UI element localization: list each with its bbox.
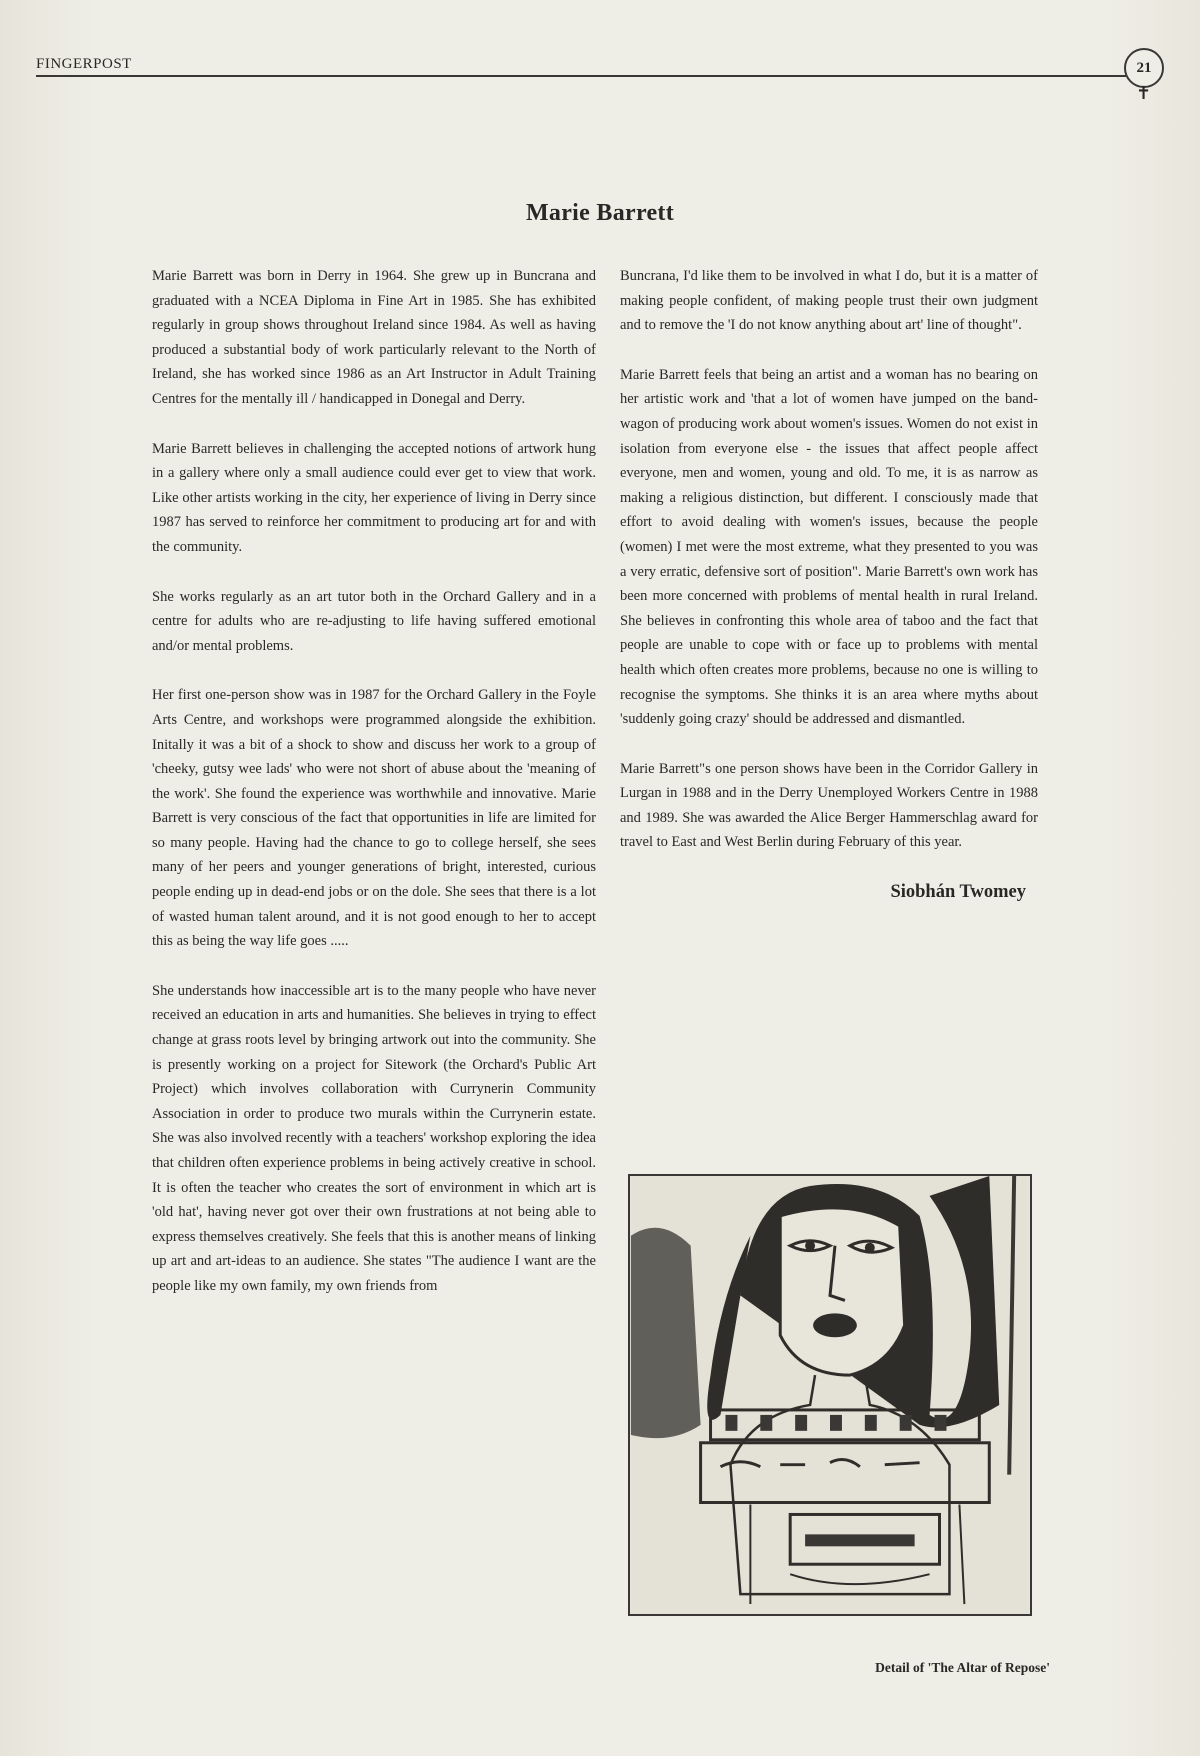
paragraph: She works regularly as an art tutor both in the Orchard Gallery and in a centre for adults who are re-adjusting to life having suffered emotional and/or mental problems. [152, 588, 596, 654]
page-number-badge [1124, 48, 1164, 88]
paragraph: Marie Barrett believes in challenging the accepted notions of artwork hung in a gallery where only a small audience could ever get to view that work. Like other artists working in the city, her experience of living in Derry since 1987 has served to reinforce her commitment to producing art for and with the community. [152, 440, 596, 555]
paragraph: Marie Barrett feels that being an artist and a woman has no bearing on her artistic work and 'that a lot of women have jumped on the band-wagon of producing work about women's issues. Women do not exist in isolation from everyone else - the issues that affect people affect everyone, men and women, young and old. To me, it is as narrow as making a religious distinction, but different. I consciously made that effort to avoid dealing with women's issues, because the people (women) I met were the most extreme, what they presented to you was a very erratic, defensive sort of position". Marie Barrett's own work has been more concerned with problems of mental health in rural Ireland. She believes in confronting this whole area of taboo and the fact that people are unable to cope with or face up to problems with mental health which often creates more problems, because no one is willing to recognise the symptoms. She thinks it is an area where myths about 'suddenly going crazy' should be addressed and dismantled. [620, 366, 1038, 728]
author-byline: Siobhán Twomey [890, 882, 1026, 903]
artwork-image [628, 1174, 1032, 1616]
paragraph: Marie Barrett"s one person shows have been in the Corridor Gallery in Lurgan in 1988 and in the Derry Unemployed Workers Centre in 1988 and 1989. She was awarded the Alice Berger Hammerschlag award for travel to East and West Berlin during February of this year. [620, 760, 1038, 851]
header-rule [36, 75, 1126, 77]
paragraph: She understands how inaccessible art is to the many people who have never received an education in arts and humanities. She believes in trying to effect change at grass roots level by bringing artwork out into the community. She is presently working on a project for Sitework (the Orchard's Public Art Project) which involves collaboration with Currynerin Community Association in order to produce two murals within the Currynerin estate. She was also involved recently with a teachers' workshop exploring the idea that children often experience problems in being actively creative in school. It is often the teacher who creates the sort of environment in which art is 'old hat', having never got over their own frustrations at not being able to express themselves creatively. She feels that this is another means of linking up art and art-ideas to an audience. She states "The audience I want are the people like my own family, my own friends from [152, 982, 596, 1294]
paragraph: Buncrana, I'd like them to be involved in what I do, but it is a matter of making people confident, of making people trust their own judgment and to remove the 'I do not know anything about art' line of thought". [620, 268, 1038, 334]
paragraph: Her first one-person show was in 1987 for the Orchard Gallery in the Foyle Arts Centre, and workshops were programmed alongside the exhibition. Initally it was a bit of a shock to show and discuss her work to a group of 'cheeky, gutsy wee lads' who were not short of abuse about the 'meaning of the work'. She found the experience was worthwhile and innovative. Marie Barrett is very conscious of the fact that opportunities in life are limited for so many people. Having had the chance to go to college herself, she sees many of her peers and younger generations of bright, interested, curious people ending up in dead-end jobs or on the dole. She sees that there is a lot of wasted human talent around, and it is not good enough to her to accept this as being the way life goes ..... [152, 687, 596, 950]
artwork-sketch [630, 1176, 1030, 1614]
page-number: 21 [1136, 59, 1152, 76]
figure-caption: Detail of 'The Altar of Repose' [875, 1660, 1050, 1675]
cross-icon: ✝ [1136, 83, 1152, 103]
running-head: FINGERPOST [36, 56, 132, 72]
paragraph: Marie Barrett was born in Derry in 1964. She grew up in Buncrana and graduated with a NCEA Diploma in Fine Art in 1985. She has exhibited regularly in group shows throughout Ireland since 1984. As well as having produced a substantial body of work particularly relevant to the North of Ireland, she has worked since 1986 as an Art Instructor in Adult Training Centres for the mentally ill / handicapped in Donegal and Derry. [152, 268, 596, 407]
right-column [620, 264, 1038, 905]
article-title: Marie Barrett [525, 200, 675, 226]
left-column [152, 264, 596, 1324]
